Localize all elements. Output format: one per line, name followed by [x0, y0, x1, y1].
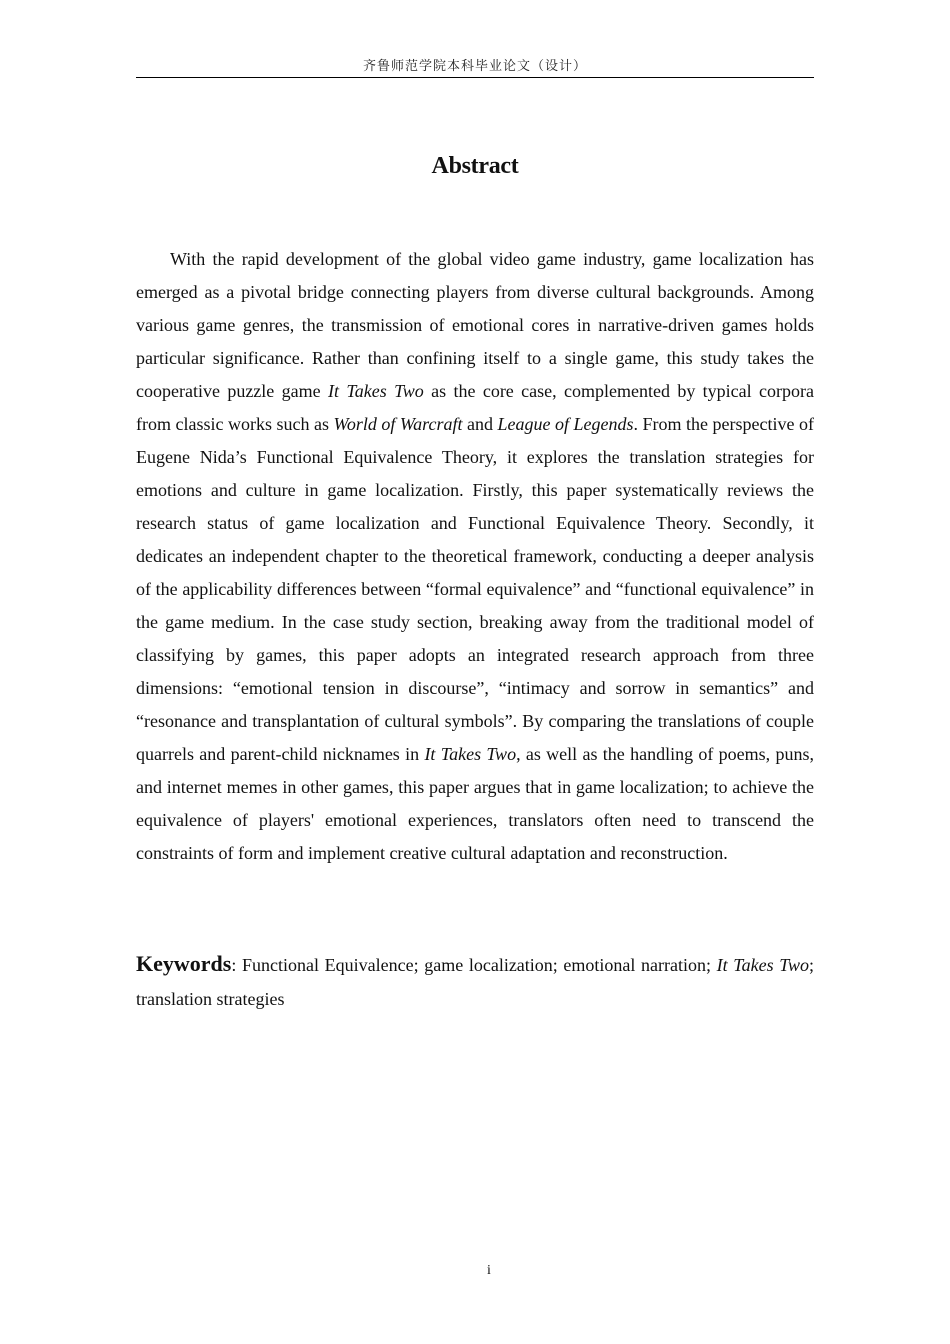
header-institution-text: 齐鲁师范学院本科毕业论文（设计）: [362, 59, 587, 74]
game-title-league-of-legends: League of Legends: [497, 414, 634, 434]
keywords-italic-title: It Takes Two: [716, 955, 809, 975]
page-header: [136, 56, 814, 78]
page-title: Abstract: [431, 153, 519, 179]
abstract-text-3: and: [462, 414, 498, 434]
keywords-text-2: ; translation strategies: [136, 955, 814, 1009]
page-number: i: [487, 1263, 491, 1278]
game-title-world-of-warcraft: World of Warcraft: [333, 414, 463, 434]
keywords-colon: :: [231, 955, 242, 975]
abstract-paragraph: [136, 243, 814, 870]
abstract-text-4: . From the perspective of Eugene Nida’s Functional Equivalence Theory, it explores the translation strategies for emotions and culture in game localization. Firstly, this paper systematically reviews the research status of game localization and Functional Equivalence Theory. Secondly, it dedicates an independent chapter to the theoretical framework, conducting a deeper analysis of the applicability differences between “formal equivalence” and “functional equivalence” in the game medium. In the case study section, breaking away from the traditional model of classifying by games, this paper adopts an integrated research approach from three dimensions: “emotional tension in discourse”, “intimacy and sorrow in semantics” and “resonance and transplantation of cultural symbols”. By comparing the translations of couple quarrels and parent-child nicknames in: [136, 414, 814, 764]
keywords-text-1: Functional Equivalence; game localization; emotional narration;: [241, 955, 717, 975]
abstract-text-5: , as well as the handling of poems, puns, and internet memes in other games, this paper argues that in game localization; to achieve the equivalence of players' emotional experiences, translators often need to transcend the constraints of form and implement creative cultural adaptation and reconstruction.: [136, 744, 814, 863]
keywords-label: Keywords: [136, 951, 232, 976]
game-title-it-takes-two: It Takes Two: [328, 381, 424, 401]
game-title-it-takes-two-second: It Takes Two: [424, 744, 517, 764]
keywords-section: [136, 947, 814, 1016]
abstract-text-2: as the core case, complemented by typical corpora from classic works such as: [136, 381, 814, 434]
abstract-text-1: With the rapid development of the global video game industry, game localization has emerged as a pivotal bridge connecting players from diverse cultural backgrounds. Among various game genres, the transmission of emotional cores in narrative-driven games holds particular significance. Rather than confining itself to a single game, this study takes the cooperative puzzle game: [136, 249, 814, 401]
